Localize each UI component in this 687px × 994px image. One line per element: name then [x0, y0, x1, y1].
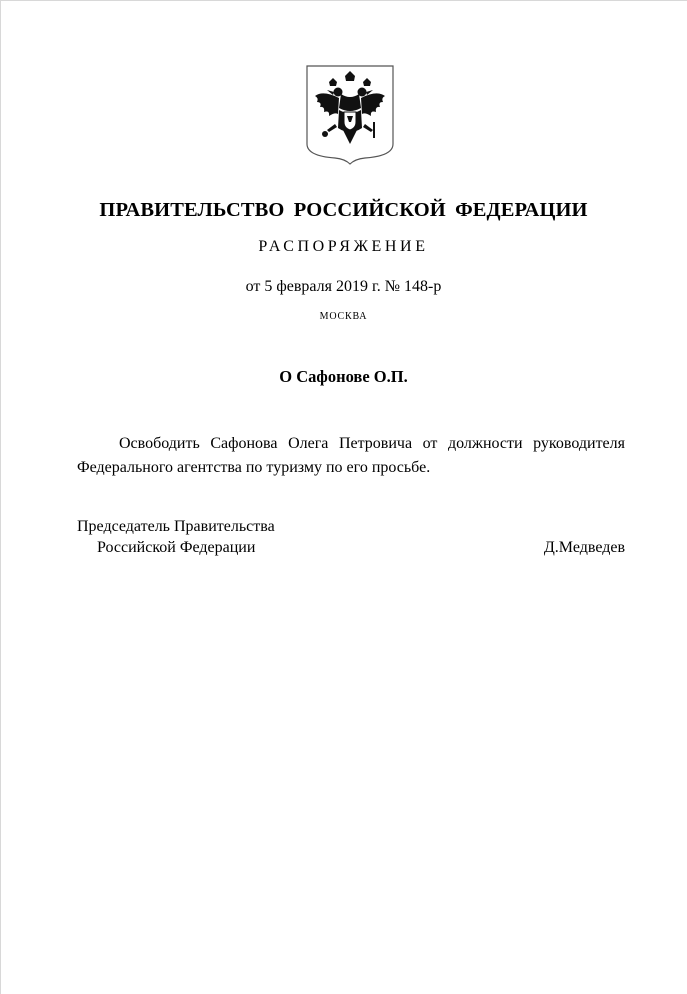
- russian-coat-of-arms-icon: [305, 64, 395, 166]
- document-type: РАСПОРЯЖЕНИЕ: [258, 238, 429, 255]
- signatory-position-line-2: Российской Федерации: [97, 539, 256, 556]
- body-line-1: Освободить Сафонова Олега Петровича от должности руководителя: [119, 435, 625, 452]
- signatory-position-line-1: Председатель Правительства: [77, 518, 275, 535]
- document-city: МОСКВА: [319, 311, 368, 322]
- document-date-number: от 5 февраля 2019 г. № 148-р: [245, 278, 442, 295]
- document-subject: О Сафонове О.П.: [279, 367, 408, 386]
- body-line-2: Федерального агентства по туризму по его просьбе.: [77, 459, 431, 476]
- organization-title: ПРАВИТЕЛЬСТВО РОССИЙСКОЙ ФЕДЕРАЦИИ: [99, 199, 588, 221]
- signatory-position: [77, 516, 275, 558]
- document-body: [77, 432, 625, 480]
- signatory-name: Д.Медведев: [543, 539, 625, 556]
